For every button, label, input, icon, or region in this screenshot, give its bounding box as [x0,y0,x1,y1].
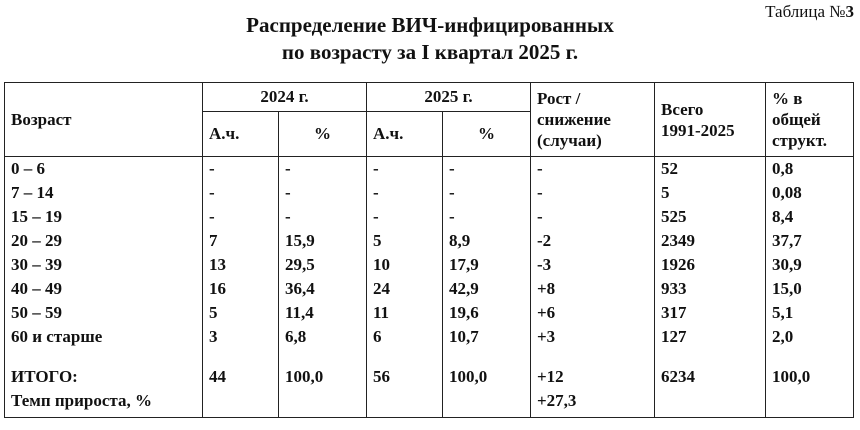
abs-2025-cell: 10 [367,253,443,277]
document-title [0,12,860,66]
abs-2025-cell: - [367,181,443,205]
table-row [5,157,854,182]
change-cell: +6 [531,301,655,325]
header-age: Возраст [5,83,203,157]
header-total [655,83,766,157]
abs-2025-cell: 5 [367,229,443,253]
pct-2024-cell: 6,8 [279,325,367,349]
total-row [5,363,854,418]
header-share-line-2: общей [772,110,821,129]
abs-2025-cell: 11 [367,301,443,325]
header-share-line-3: структ. [772,131,827,150]
age-cell: 40 – 49 [5,277,203,301]
share-cell: 30,9 [766,253,854,277]
table-row [5,181,854,205]
header-change [531,83,655,157]
table-row [5,229,854,253]
abs-2025-cell: - [367,205,443,229]
abs-2024-cell: - [203,157,279,182]
total-cell: 127 [655,325,766,349]
change-cell: +8 [531,277,655,301]
total-cell: 317 [655,301,766,325]
total-abs-2024-cell: 44 [203,363,279,418]
hiv-age-distribution-table [4,82,854,418]
total-change-value: +12 [537,367,564,386]
abs-2024-cell: 13 [203,253,279,277]
header-total-line-2: 1991-2025 [661,120,735,140]
title-line-1: Распределение ВИЧ-инфицированных [246,13,614,37]
total-label-cell [5,363,203,418]
abs-2025-cell: - [367,157,443,182]
pct-2025-cell: 17,9 [443,253,531,277]
abs-2024-cell: - [203,205,279,229]
total-cell: 1926 [655,253,766,277]
pct-2024-cell: - [279,205,367,229]
table-number-value: 3 [845,2,854,21]
header-abs-2025: А.ч. [367,112,443,157]
age-cell: 0 – 6 [5,157,203,182]
share-cell: 0,08 [766,181,854,205]
grand-total-cell: 6234 [655,363,766,418]
table-number-prefix: Таблица № [765,2,846,21]
age-cell: 50 – 59 [5,301,203,325]
total-abs-2025-cell: 56 [367,363,443,418]
table-row [5,205,854,229]
total-label: ИТОГО: [11,367,78,386]
spacer-row [5,349,854,363]
pct-2024-cell: 15,9 [279,229,367,253]
pct-2025-cell: 10,7 [443,325,531,349]
share-cell: 2,0 [766,325,854,349]
share-cell: 5,1 [766,301,854,325]
growth-rate-value: +27,3 [537,391,577,410]
abs-2025-cell: 24 [367,277,443,301]
age-cell: 15 – 19 [5,205,203,229]
title-line-2: по возрасту за I квартал 2025 г. [281,40,579,64]
pct-2025-cell: - [443,205,531,229]
share-cell: 37,7 [766,229,854,253]
pct-2024-cell: - [279,181,367,205]
age-cell: 7 – 14 [5,181,203,205]
pct-2025-cell: - [443,181,531,205]
total-cell: 5 [655,181,766,205]
total-cell: 52 [655,157,766,182]
header-pct-2025: % [443,112,531,157]
pct-2024-cell: 29,5 [279,253,367,277]
change-cell: - [531,181,655,205]
abs-2024-cell: 7 [203,229,279,253]
age-cell: 30 – 39 [5,253,203,277]
abs-2025-cell: 6 [367,325,443,349]
table-row [5,325,854,349]
table-row [5,277,854,301]
change-cell: - [531,157,655,182]
change-cell: -2 [531,229,655,253]
table-row [5,301,854,325]
share-cell: 0,8 [766,157,854,182]
age-cell: 20 – 29 [5,229,203,253]
total-change-cell [531,363,655,418]
abs-2024-cell: - [203,181,279,205]
total-cell: 2349 [655,229,766,253]
abs-2024-cell: 5 [203,301,279,325]
pct-2025-cell: - [443,157,531,182]
age-cell: 60 и старше [5,325,203,349]
header-total-line-1: Всего [661,99,704,119]
total-pct-2024-cell: 100,0 [279,363,367,418]
share-cell: 15,0 [766,277,854,301]
abs-2024-cell: 3 [203,325,279,349]
header-year-2025: 2025 г. [367,83,531,112]
header-share-line-1: % в [772,89,803,108]
pct-2025-cell: 8,9 [443,229,531,253]
header-change-line-2: снижение [537,110,611,129]
table-row [5,253,854,277]
header-share [766,83,854,157]
abs-2024-cell: 16 [203,277,279,301]
header-abs-2024: А.ч. [203,112,279,157]
share-cell: 8,4 [766,205,854,229]
header-year-2024: 2024 г. [203,83,367,112]
change-cell: +3 [531,325,655,349]
header-change-line-3: (случаи) [537,131,602,150]
total-share-cell: 100,0 [766,363,854,418]
header-row-1 [5,83,854,112]
pct-2025-cell: 42,9 [443,277,531,301]
total-pct-2025-cell: 100,0 [443,363,531,418]
pct-2025-cell: 19,6 [443,301,531,325]
total-cell: 525 [655,205,766,229]
change-cell: -3 [531,253,655,277]
pct-2024-cell: 36,4 [279,277,367,301]
header-change-line-1: Рост / [537,89,581,108]
change-cell: - [531,205,655,229]
total-cell: 933 [655,277,766,301]
growth-rate-label: Темп прироста, % [11,391,152,410]
header-pct-2024: % [279,112,367,157]
pct-2024-cell: - [279,157,367,182]
pct-2024-cell: 11,4 [279,301,367,325]
